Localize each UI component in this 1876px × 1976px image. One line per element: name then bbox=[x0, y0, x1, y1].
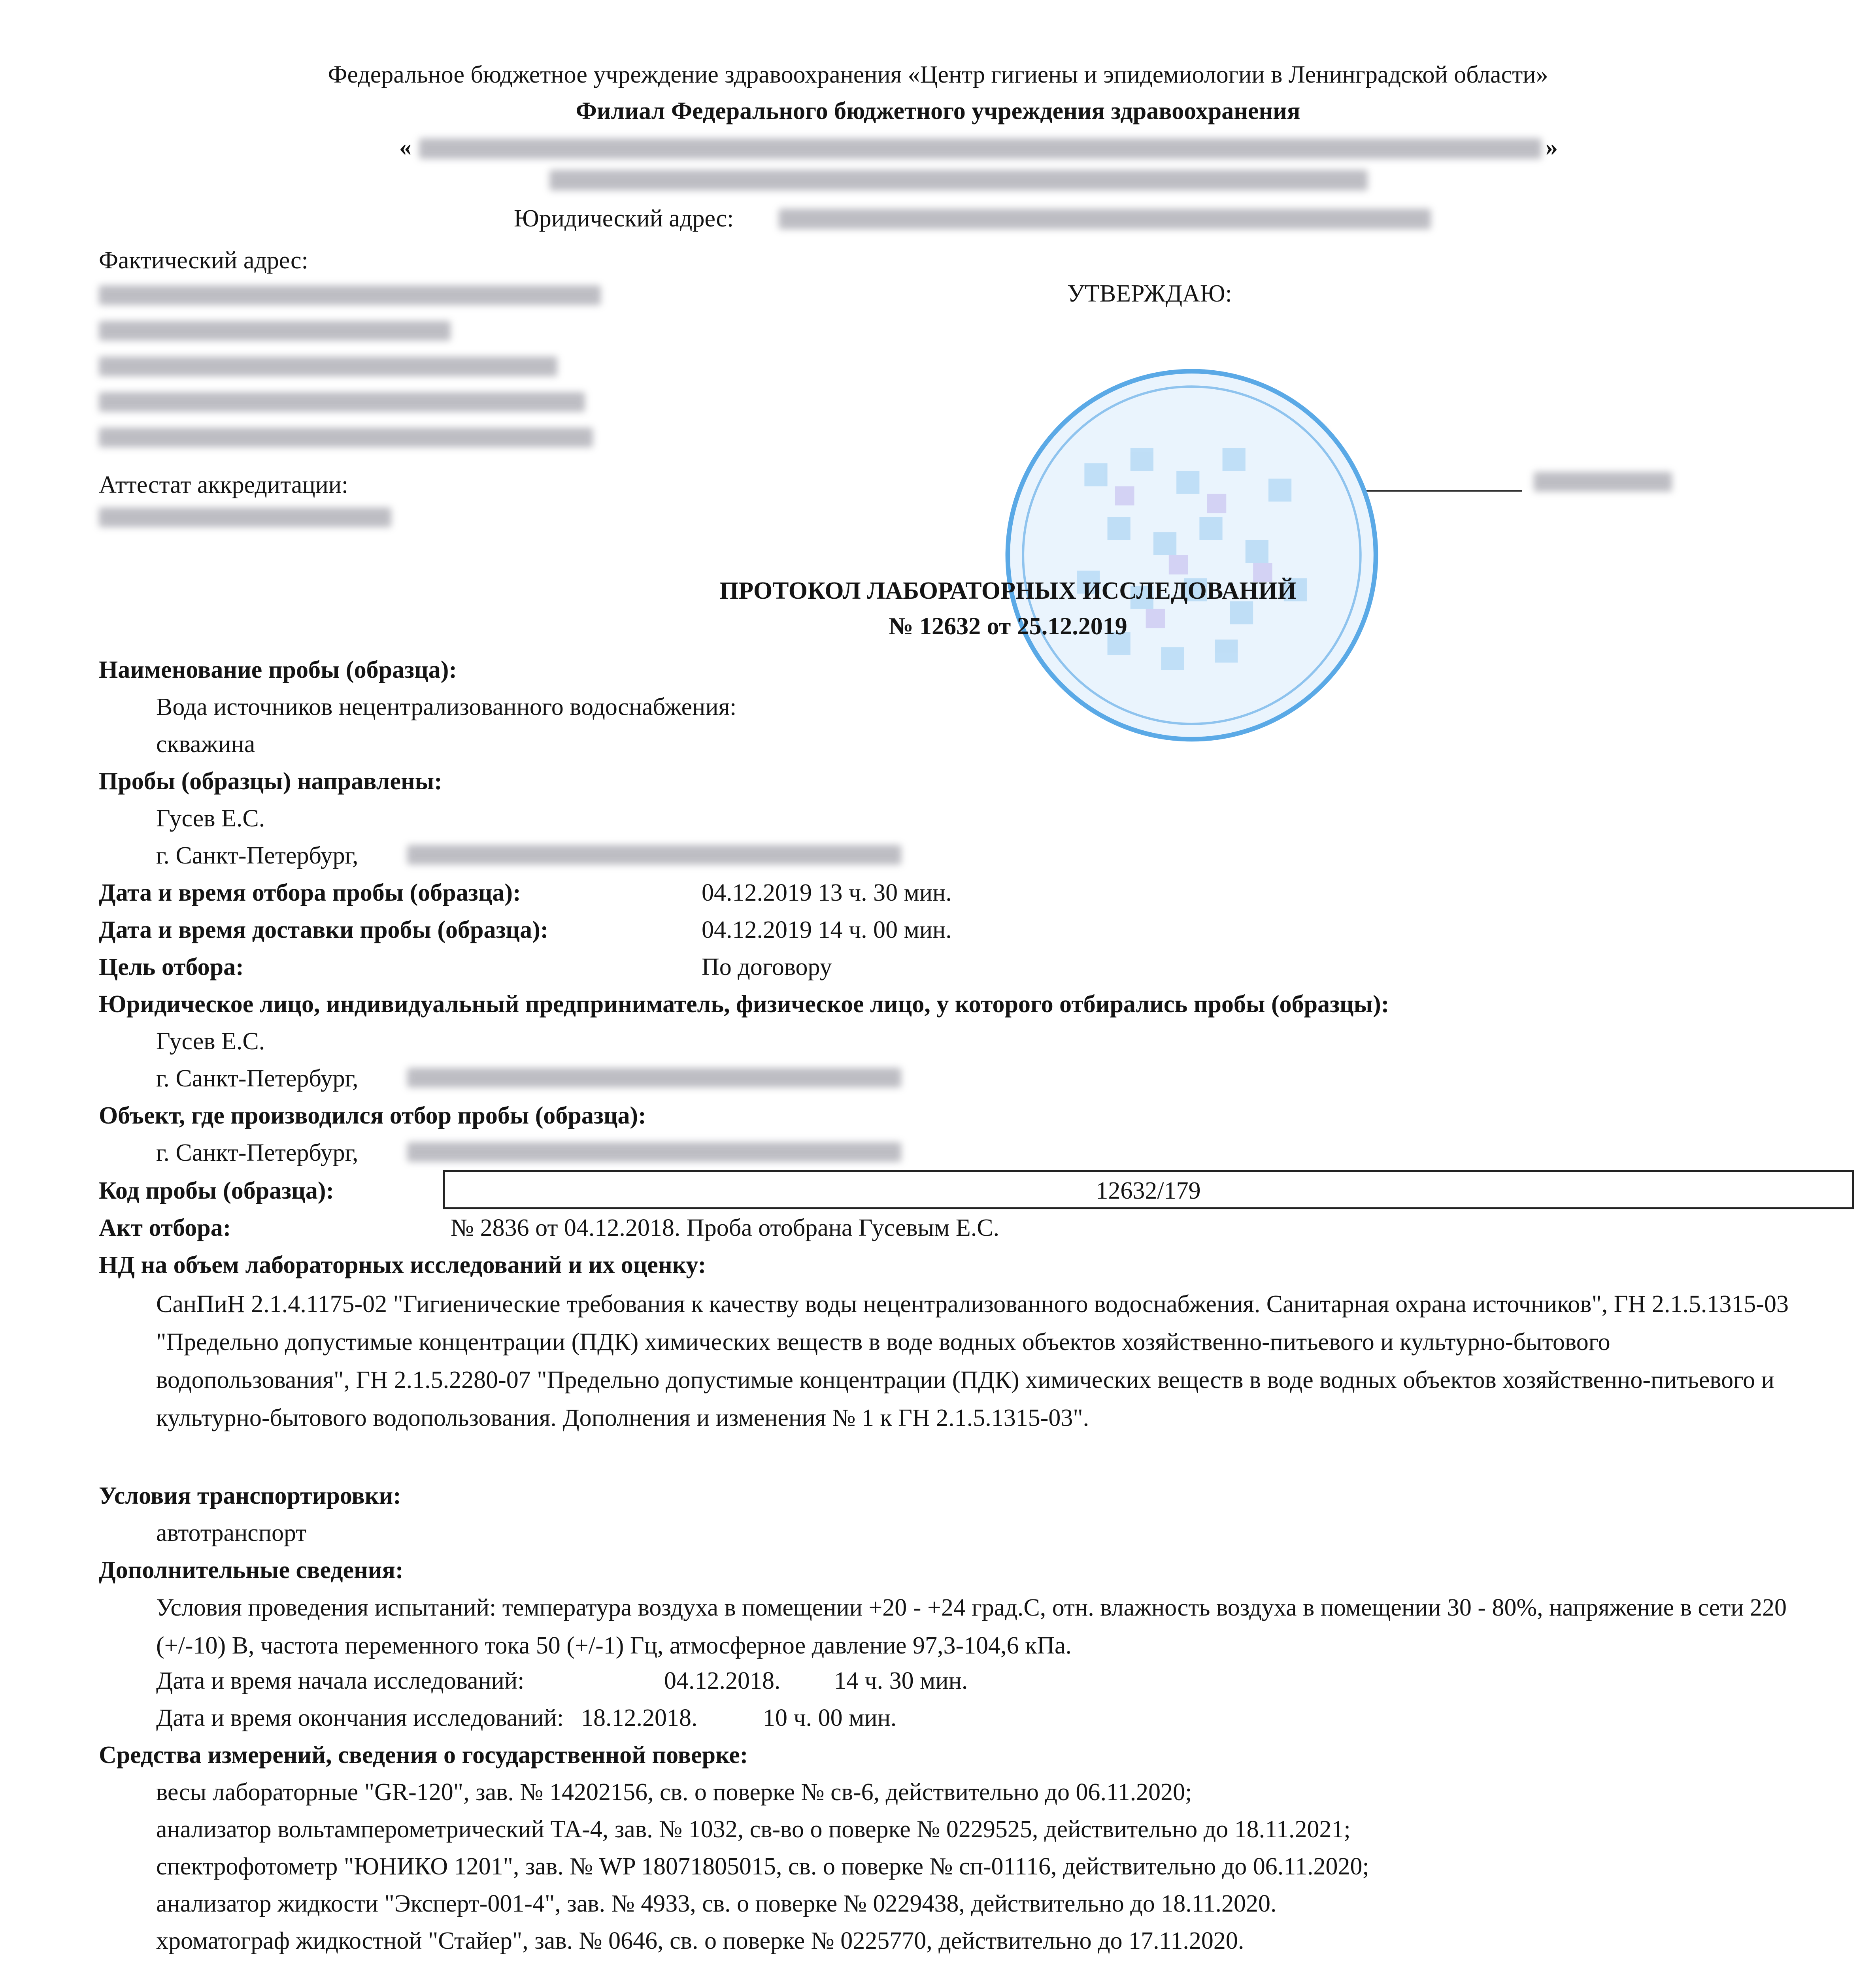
start-label: Дата и время начала исследований: bbox=[156, 1667, 525, 1694]
object-city: г. Санкт-Петербург, bbox=[156, 1139, 359, 1166]
start-time: 14 ч. 30 мин. bbox=[834, 1667, 968, 1694]
entity-person: Гусев Е.С. bbox=[156, 1028, 265, 1055]
end-date: 18.12.2018. bbox=[581, 1704, 698, 1731]
code-value: 12632/179 bbox=[1096, 1177, 1201, 1204]
purpose-label: Цель отбора: bbox=[99, 954, 244, 980]
act-value: № 2836 от 04.12.2018. Проба отобрана Гусевым Е.С. bbox=[451, 1214, 1000, 1241]
approve-label: УТВЕРЖДАЮ: bbox=[1067, 280, 1232, 307]
redacted-address-1 bbox=[99, 285, 601, 305]
code-label: Код пробы (образца): bbox=[99, 1177, 334, 1204]
redacted-address-3 bbox=[99, 356, 557, 376]
transport-value: автотранспорт bbox=[156, 1520, 307, 1546]
branch-line: Филиал Федерального бюджетного учреждения здравоохранения bbox=[576, 98, 1300, 124]
start-date: 04.12.2018. bbox=[664, 1667, 781, 1694]
purpose-value: По договору bbox=[702, 954, 832, 980]
redacted-address-2 bbox=[99, 321, 451, 341]
end-time: 10 ч. 00 мин. bbox=[763, 1704, 897, 1731]
instrument-item: анализатор жидкости "Эксперт-001-4", зав. № 4933, св. о поверке № 0229438, действительно до 18.11.2020. bbox=[156, 1890, 1277, 1917]
sent-person: Гусев Е.С. bbox=[156, 805, 265, 832]
sample-name-value-1: Вода источников нецентрализованного водоснабжения: bbox=[156, 694, 737, 720]
redacted-branch-name-2 bbox=[549, 170, 1368, 190]
instrument-item: спектрофотометр "ЮНИКО 1201", зав. № WP 18071805015, св. о поверке № сп-01116, действительно до 06.11.2020; bbox=[156, 1853, 1369, 1880]
redacted-approver-name bbox=[1534, 472, 1672, 492]
org-line: Федеральное бюджетное учреждение здравоохранения «Центр гигиены и эпидемиологии в Ленинградской области» bbox=[328, 61, 1548, 88]
sample-name-value-2: скважина bbox=[156, 731, 255, 758]
norms-text: СанПиН 2.1.4.1175-02 "Гигиенические требования к качеству воды нецентрализованного водоснабжения. Санитарная охрана источников", ГН 2.1.5.1315-03 "Предельно допустимые концентрации (ПДК) химических веществ в воде водных объектов хозяйственно-питьевого и культурно-бытового водопользования", ГН 2.1.5.2280-07 "Предельно допустимые концентрации (ПДК) химических веществ в воде водных объектов хозяйственно-питьевого и культурно-бытового водопользования. Дополнения и изменения № 1 к ГН 2.1.5.1315-03". bbox=[156, 1291, 1789, 1431]
redacted-accreditation bbox=[99, 507, 391, 527]
delivery-dt-label: Дата и время доставки пробы (образца): bbox=[99, 916, 549, 943]
protocol-number: № 12632 от 25.12.2019 bbox=[889, 613, 1127, 640]
redacted-entity-address bbox=[407, 1068, 901, 1088]
sent-city: г. Санкт-Петербург, bbox=[156, 842, 359, 869]
conditions-text: Условия проведения испытаний: температура воздуха в помещении +20 - +24 град.С, отн. влажность воздуха в помещении 30 - 80%, напряжение в сети 220 (+/-10) В, частота переменного тока 50 (+/-1) Гц, атмосферное давление 97,3-104,6 кПа. bbox=[156, 1594, 1787, 1659]
branch-name-open: « bbox=[399, 134, 411, 161]
redacted-address-4 bbox=[99, 392, 585, 412]
sample-name-label: Наименование пробы (образца): bbox=[99, 656, 457, 683]
legal-address-label: Юридический адрес: bbox=[514, 205, 734, 232]
branch-name-close: » bbox=[1546, 134, 1558, 161]
redacted-branch-name-1 bbox=[419, 138, 1542, 159]
redacted-address-5 bbox=[99, 428, 593, 447]
sampling-dt-value: 04.12.2019 13 ч. 30 мин. bbox=[702, 879, 952, 906]
additional-label: Дополнительные сведения: bbox=[99, 1557, 404, 1584]
accreditation-label: Аттестат аккредитации: bbox=[99, 471, 349, 498]
redacted-legal-address bbox=[779, 209, 1431, 229]
redacted-object-address bbox=[407, 1142, 901, 1162]
protocol-title: ПРОТОКОЛ ЛАБОРАТОРНЫХ ИССЛЕДОВАНИЙ bbox=[719, 577, 1297, 604]
object-label: Объект, где производился отбор пробы (образца): bbox=[99, 1102, 646, 1129]
entity-label: Юридическое лицо, индивидуальный предприниматель, физическое лицо, у которого отбирались пробы (образцы): bbox=[99, 991, 1389, 1018]
instrument-item: весы лабораторные "GR-120", зав. № 14202156, св. о поверке № св-6, действительно до 06.11.2020; bbox=[156, 1779, 1192, 1806]
actual-address-label: Фактический адрес: bbox=[99, 247, 308, 274]
transport-label: Условия транспортировки: bbox=[99, 1482, 401, 1509]
act-label: Акт отбора: bbox=[99, 1214, 231, 1241]
sent-label: Пробы (образцы) направлены: bbox=[99, 768, 442, 795]
redacted-sent-address bbox=[407, 845, 901, 865]
end-label: Дата и время окончания исследований: bbox=[156, 1704, 564, 1731]
norms-label: НД на объем лабораторных исследований и их оценку: bbox=[99, 1252, 706, 1278]
seal-stamp bbox=[1000, 364, 1383, 747]
instruments-label: Средства измерений, сведения о государственной поверке: bbox=[99, 1742, 748, 1769]
instrument-item: хроматограф жидкостной "Стайер", зав. № 0646, св. о поверке № 0225770, действительно до 17.11.2020. bbox=[156, 1927, 1244, 1954]
instrument-item: анализатор вольтамперометрический ТА-4, зав. № 1032, св-во о поверке № 0229525, действительно до 18.11.2021; bbox=[156, 1816, 1351, 1843]
delivery-dt-value: 04.12.2019 14 ч. 00 мин. bbox=[702, 916, 952, 943]
sampling-dt-label: Дата и время отбора пробы (образца): bbox=[99, 879, 521, 906]
entity-city: г. Санкт-Петербург, bbox=[156, 1065, 359, 1092]
